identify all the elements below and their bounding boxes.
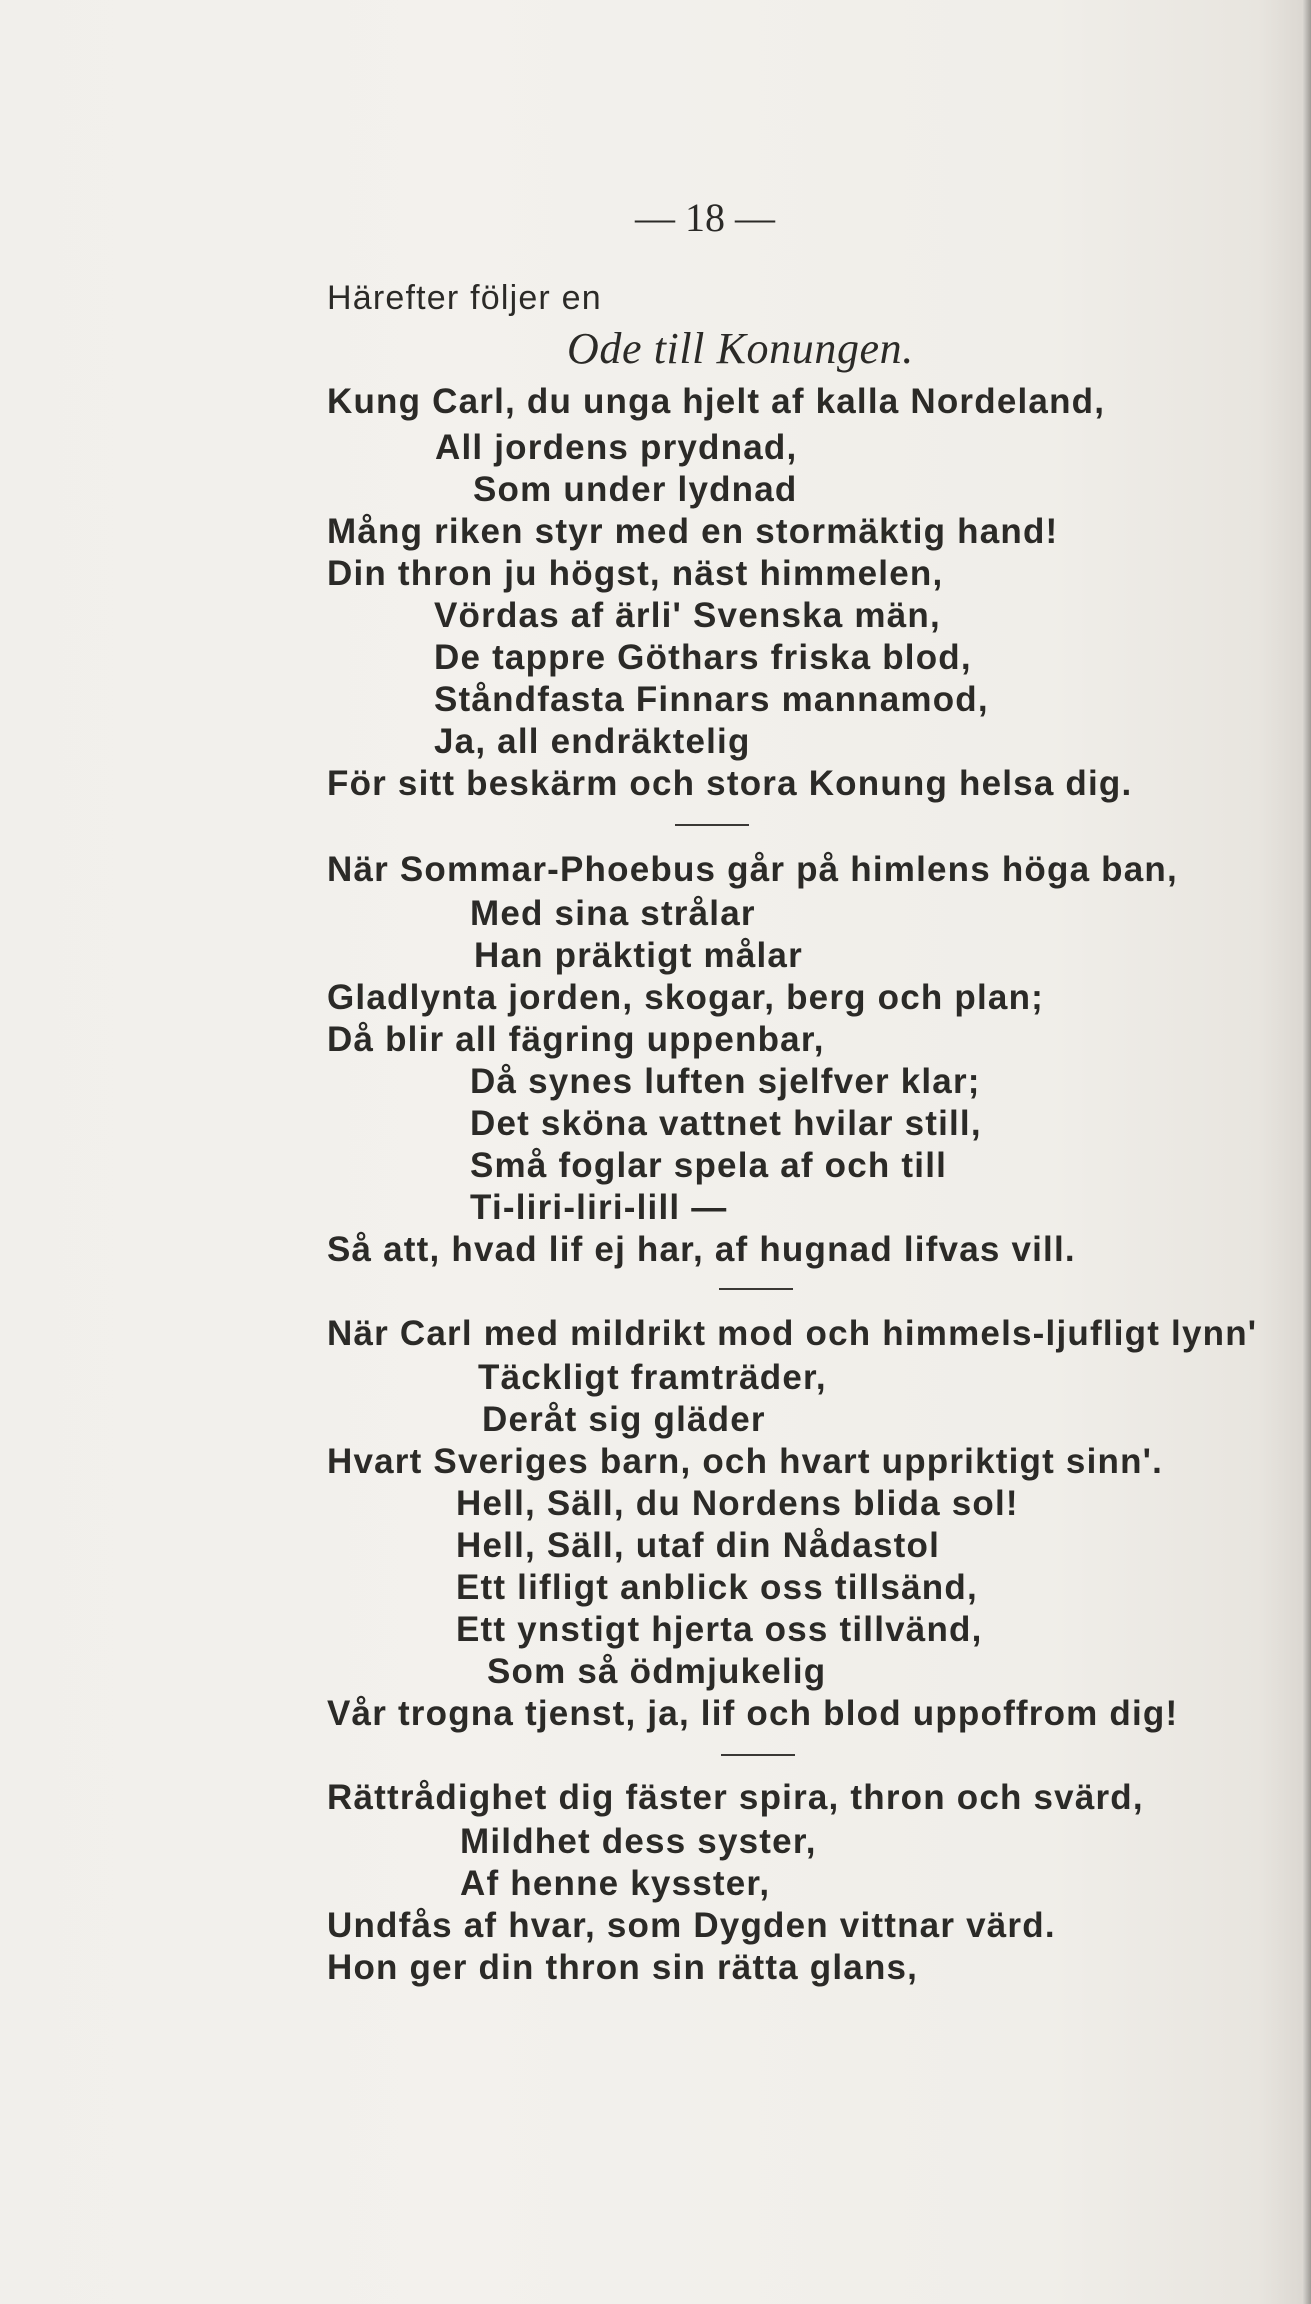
- stanza-3-line-9: Som så ödmjukelig: [487, 1652, 827, 1691]
- stanza-1-line-10: För sitt beskärm och stora Konung helsa dig.: [327, 764, 1133, 803]
- stanza-4-line-5: Hon ger din thron sin rätta glans,: [327, 1948, 919, 1987]
- stanza-3-line-10: Vår trogna tjenst, ja, lif och blod uppoffrom dig!: [327, 1694, 1179, 1733]
- stanza-4-line-1: Rättrådighet dig fäster spira, thron och svärd,: [327, 1778, 1144, 1817]
- stanza-3-line-1: När Carl med mildrikt mod och himmels-ljufligt lynn': [327, 1314, 1258, 1353]
- stanza-2-line-2: Med sina strålar: [470, 894, 756, 933]
- stanza-4-line-3: Af henne kysster,: [460, 1864, 771, 1903]
- stanza-3-line-6: Hell, Säll, utaf din Nådastol: [456, 1526, 941, 1565]
- stanza-divider: [719, 1288, 793, 1290]
- stanza-1-line-3: Som under lydnad: [473, 470, 798, 509]
- stanza-1-line-5: Din thron ju högst, näst himmelen,: [327, 554, 944, 593]
- stanza-3-line-3: Deråt sig gläder: [482, 1400, 766, 1439]
- page-edge-shadow: [1303, 0, 1311, 2304]
- page-number: — 18 —: [635, 195, 775, 240]
- stanza-1-line-9: Ja, all endräktelig: [434, 722, 751, 761]
- stanza-2-line-3: Han präktigt målar: [474, 936, 803, 975]
- stanza-1-line-6: Vördas af ärli' Svenska män,: [434, 596, 941, 635]
- stanza-4-line-2: Mildhet dess syster,: [460, 1822, 817, 1861]
- stanza-2-line-4: Gladlynta jorden, skogar, berg och plan;: [327, 978, 1045, 1017]
- stanza-divider: [675, 824, 749, 826]
- stanza-3-line-4: Hvart Sveriges barn, och hvart uppriktigt sinn'.: [327, 1442, 1164, 1481]
- stanza-2-line-5: Då blir all fägring uppenbar,: [327, 1020, 825, 1059]
- ode-title: Ode till Konungen.: [567, 324, 914, 373]
- stanza-1-line-2: All jordens prydnad,: [435, 428, 798, 467]
- stanza-2-line-8: Små foglar spela af och till: [470, 1146, 948, 1185]
- stanza-1-line-1: Kung Carl, du unga hjelt af kalla Nordeland,: [327, 382, 1106, 421]
- stanza-divider: [721, 1754, 795, 1756]
- stanza-3-line-5: Hell, Säll, du Nordens blida sol!: [456, 1484, 1019, 1523]
- stanza-3-line-2: Täckligt framträder,: [478, 1358, 827, 1397]
- stanza-2-line-6: Då synes luften sjelfver klar;: [470, 1062, 981, 1101]
- stanza-1-line-8: Ståndfasta Finnars mannamod,: [434, 680, 989, 719]
- stanza-2-line-9: Ti-liri-liri-lill —: [470, 1188, 728, 1227]
- stanza-1-line-7: De tappre Göthars friska blod,: [434, 638, 972, 677]
- stanza-1-line-4: Mång riken styr med en stormäktig hand!: [327, 512, 1059, 551]
- stanza-3-line-7: Ett lifligt anblick oss tillsänd,: [456, 1568, 978, 1607]
- stanza-2-line-10: Så att, hvad lif ej har, af hugnad lifvas vill.: [327, 1230, 1076, 1269]
- stanza-2-line-1: När Sommar-Phoebus går på himlens höga ban,: [327, 850, 1178, 889]
- stanza-3-line-8: Ett ynstigt hjerta oss tillvänd,: [456, 1610, 983, 1649]
- intro-text: Härefter följer en: [327, 279, 602, 317]
- stanza-2-line-7: Det sköna vattnet hvilar still,: [470, 1104, 982, 1143]
- stanza-4-line-4: Undfås af hvar, som Dygden vittnar värd.: [327, 1906, 1056, 1945]
